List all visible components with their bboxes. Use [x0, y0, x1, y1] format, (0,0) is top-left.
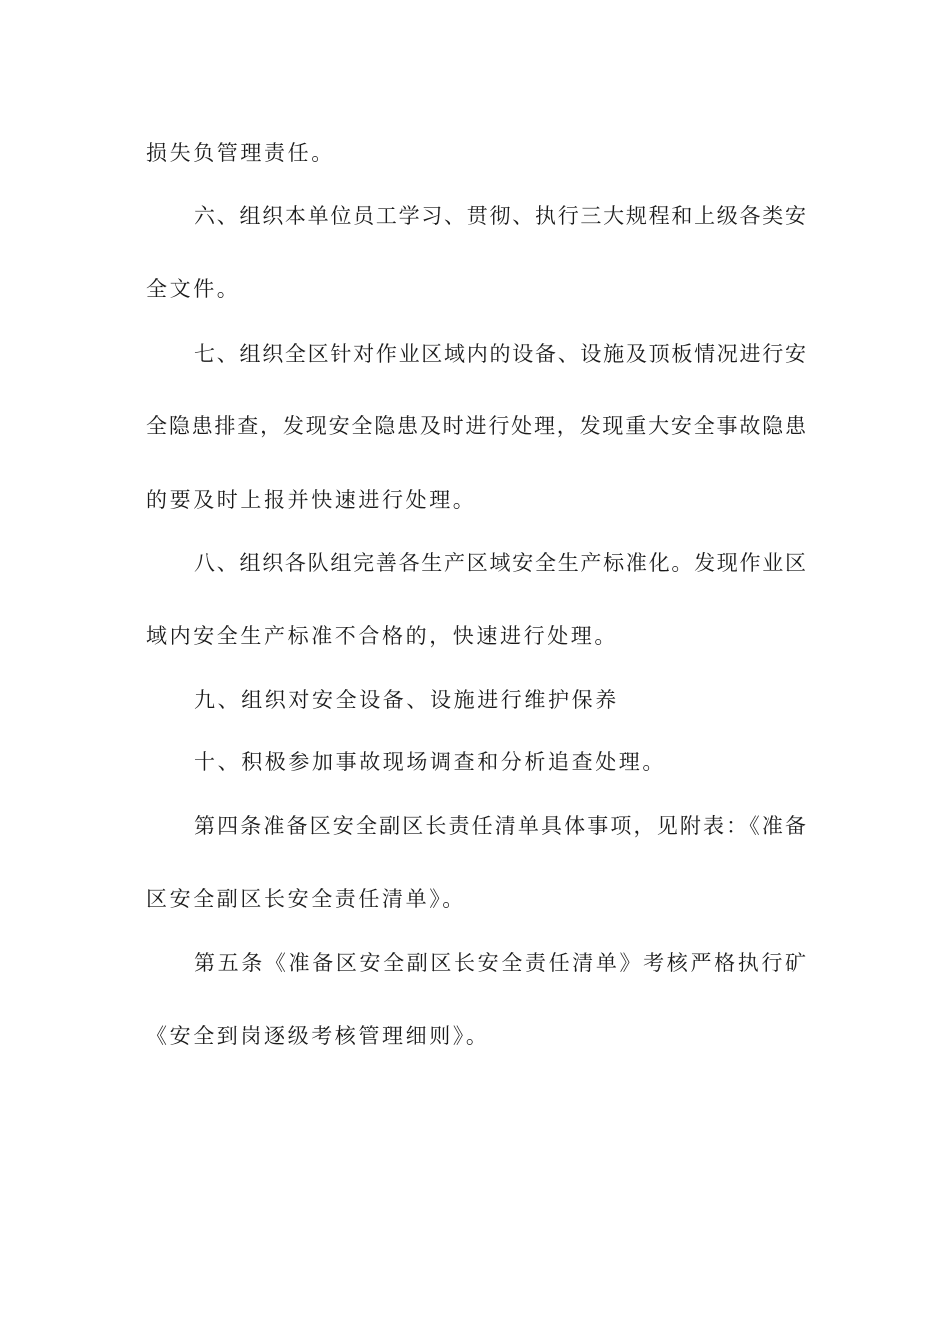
- text-line-3: 全文件。: [146, 277, 241, 301]
- text-line-7: 八、组织各队组完善各生产区域安全生产标准化。发现作业区: [194, 551, 806, 575]
- text-line-11: 第四条准备区安全副区长责任清单具体事项，见附表：《准备: [194, 814, 806, 838]
- text-line-6: 的要及时上报并快速进行处理。: [146, 488, 477, 512]
- text-line-12: 区安全副区长安全责任清单》。: [146, 887, 466, 911]
- text-line-14: 《安全到岗逐级考核管理细则》。: [146, 1024, 490, 1048]
- text-line-1: 损失负管理责任。: [146, 141, 335, 165]
- text-line-5: 全隐患排查，发现安全隐患及时进行处理，发现重大安全事故隐患: [146, 414, 806, 438]
- text-line-8: 域内安全生产标准不合格的，快速进行处理。: [146, 624, 618, 648]
- text-line-2: 六、组织本单位员工学习、贯彻、执行三大规程和上级各类安: [194, 204, 806, 228]
- text-line-9: 九、组织对安全设备、设施进行维护保养: [194, 688, 619, 712]
- text-line-13: 第五条《准备区安全副区长安全责任清单》考核严格执行矿: [194, 951, 806, 975]
- text-line-10: 十、积极参加事故现场调查和分析追查处理。: [194, 750, 666, 774]
- text-line-4: 七、组织全区针对作业区域内的设备、设施及顶板情况进行安: [194, 342, 806, 366]
